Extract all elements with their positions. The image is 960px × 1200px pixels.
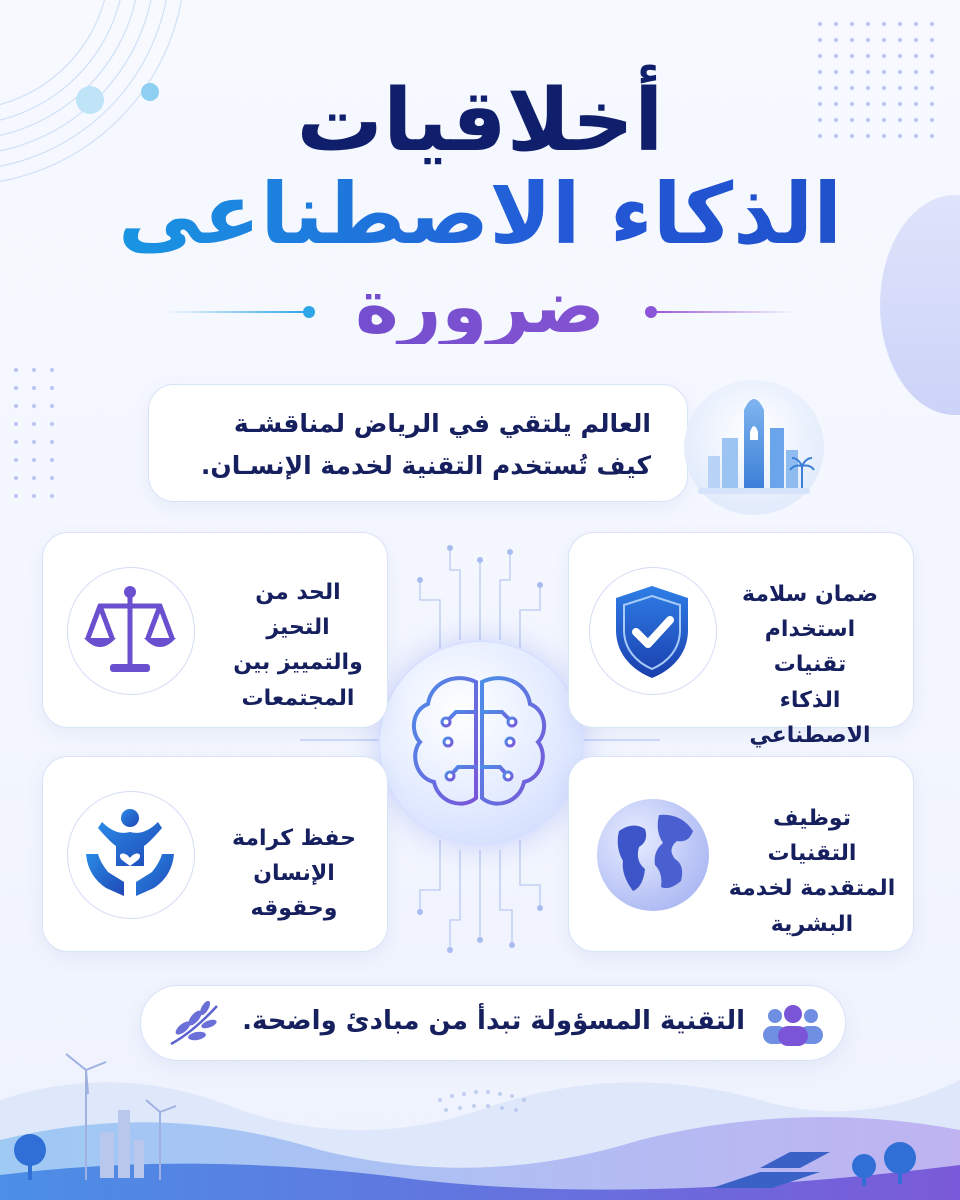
shield-check-icon	[588, 568, 716, 696]
title-line-2: الذكاء الاصطناعي	[0, 172, 960, 256]
brain-circuit-icon	[378, 640, 584, 846]
feature-text-humanity: توظيف التقنيات المتقدمة لخدمة البشرية	[728, 806, 896, 937]
title-divider-left	[165, 311, 305, 313]
riyadh-skyline-icon	[684, 380, 824, 515]
globe-icon	[589, 791, 717, 919]
banner-text: التقنية المسؤولة تبدأ من مبادئ واضحة.	[242, 1006, 745, 1036]
divider-dot-right	[645, 306, 657, 318]
landscape-illustration	[0, 1040, 960, 1200]
feature-text-dignity: حفظ كرامة الإنسان وحقوقه	[232, 826, 356, 922]
scales-of-justice-icon	[66, 568, 194, 696]
feature-card-safety	[568, 532, 914, 748]
decorative-dots-left	[14, 368, 54, 498]
feature-card-dignity	[42, 756, 388, 952]
hands-heart-person-icon	[66, 792, 194, 920]
feature-text-safety: ضمان سلامة استخدام تقنيات الذكاء الاصطناعي	[741, 582, 878, 748]
intro-line-2: كيف تُستخدم التقنية لخدمة الإنسـان.	[200, 451, 651, 480]
feature-card-bias	[42, 532, 388, 728]
intro-line-1: العالم يلتقي في الرياض لمناقشـة	[233, 409, 651, 438]
title-divider-right	[655, 311, 795, 313]
title-line-1: أخلاقيات	[296, 71, 664, 171]
divider-dot-left	[303, 306, 315, 318]
title-line-3: ضرورة	[0, 270, 960, 344]
feature-card-humanity	[568, 756, 914, 952]
intro-card	[148, 384, 688, 502]
feature-text-bias: الحد من التحيز والتمييز بين المجتمعات	[233, 580, 363, 711]
